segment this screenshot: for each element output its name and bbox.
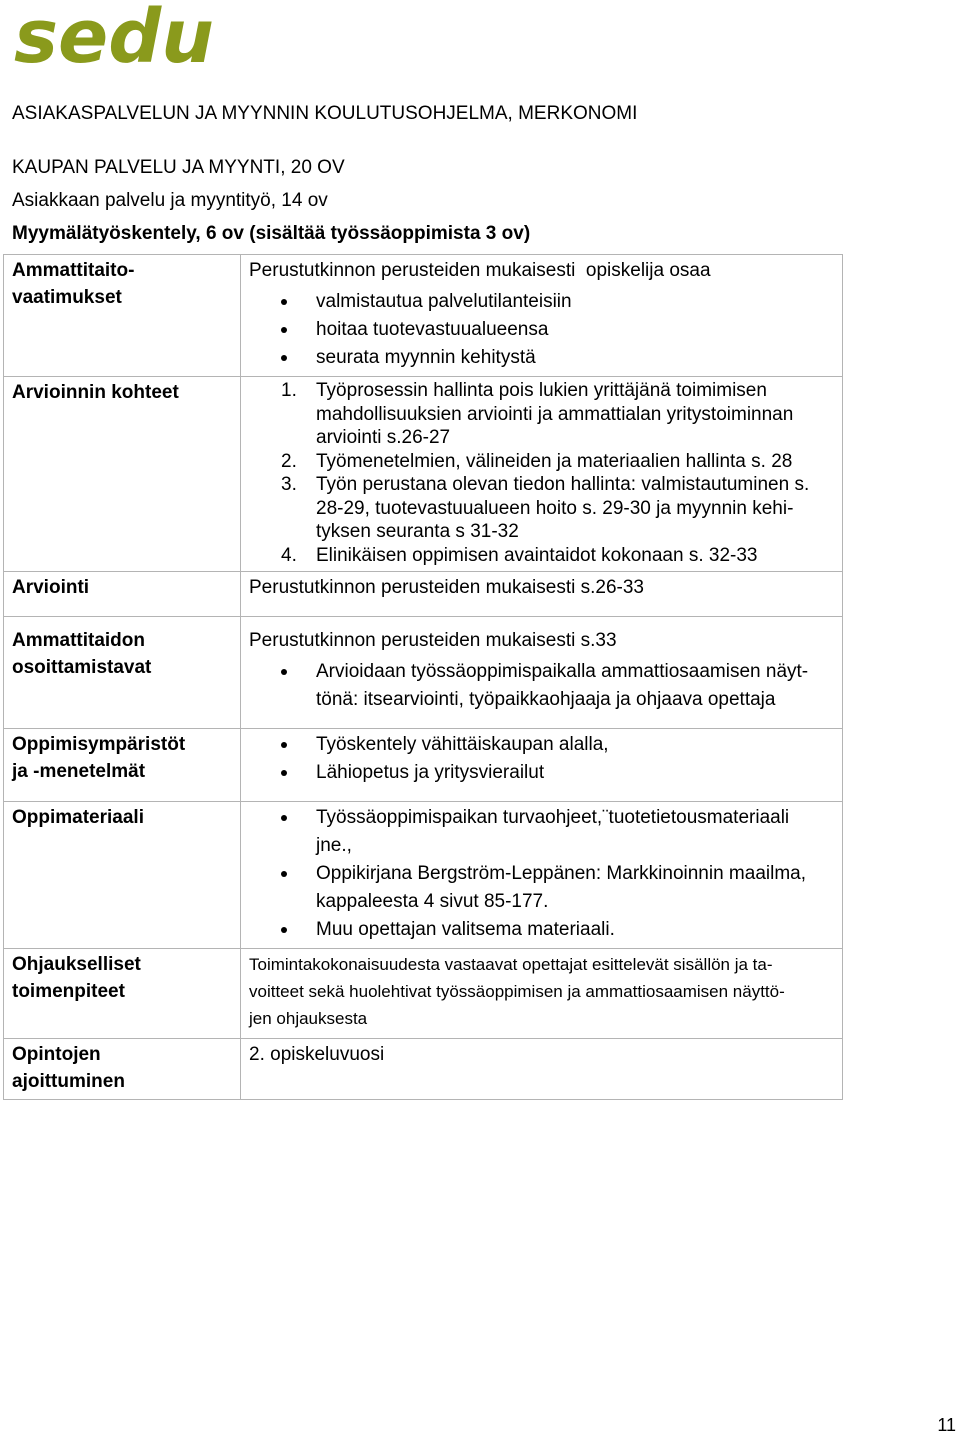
list-item: seurata myynnin kehitystä: [249, 344, 834, 372]
osoittamistavat-list: [249, 658, 834, 714]
label-materiaali: Oppimateriaali: [4, 802, 241, 949]
row-kohteet: [4, 377, 843, 572]
materiaali-list: [249, 804, 834, 944]
ymparistot-list: [249, 731, 834, 787]
program-title: ASIAKASPALVELUN JA MYYNNIN KOULUTUSOHJELMA, MERKONOMI: [12, 103, 638, 124]
content-osoittamistavat: [241, 617, 843, 729]
module-title: KAUPAN PALVELU JA MYYNTI, 20 OV: [12, 157, 345, 178]
page-number: 11: [937, 1415, 956, 1435]
row-ymparistot: [4, 729, 843, 802]
list-item: Arvioidaan työssäoppimispaikalla ammattiosaamisen näyt- tönä: itsearviointi, työpaikkaohjaaja ja ohjaava opettaja: [249, 658, 834, 714]
list-item: Oppikirjana Bergström-Leppänen: Markkinoinnin maailma, kappaleesta 4 sivut 85-177.: [249, 860, 834, 916]
label-arviointi: Arviointi: [4, 572, 241, 617]
kohteet-list: [249, 379, 834, 567]
list-item: hoitaa tuotevastuualueensa: [249, 316, 834, 344]
row-osoittamistavat: [4, 617, 843, 729]
list-item: 1. Työprosessin hallinta pois lukien yrittäjänä toimimisen mahdollisuuksien arviointi ja ammattialan yritystoiminnan arviointi s.26-27: [281, 380, 794, 448]
row-ajoittuminen: [4, 1039, 843, 1100]
label-vaatimukset: Ammattitaito- vaatimukset: [4, 255, 241, 377]
content-arviointi: Perustutkinnon perusteiden mukaisesti s.26-33: [241, 572, 843, 617]
label-ymparistot: Oppimisympäristöt ja -menetelmät: [4, 729, 241, 802]
list-item: Työssäoppimispaikan turvaohjeet,¨tuotetietousmateriaali jne.,: [249, 804, 834, 860]
content-ajoittuminen: 2. opiskeluvuosi: [241, 1039, 843, 1100]
list-item: 3. Työn perustana olevan tiedon hallinta: valmistautuminen s. 28-29, tuotevastuualueen hoito s. 29-30 ja myynnin kehi- tyksen seuranta s 31-32: [281, 474, 810, 542]
content-materiaali: [241, 802, 843, 949]
vaatimukset-intro: Perustutkinnon perusteiden mukaisesti opiskelija osaa: [249, 260, 711, 281]
content-kohteet: [241, 377, 843, 572]
content-vaatimukset: [241, 255, 843, 377]
submodule-2: Myymälätyöskentely, 6 ov (sisältää työssäoppimista 3 ov): [12, 223, 531, 244]
row-arviointi: [4, 572, 843, 617]
list-item: 2. Työmenetelmien, välineiden ja materiaalien hallinta s. 28: [281, 450, 793, 472]
list-item: Työskentely vähittäiskaupan alalla,: [249, 731, 834, 759]
row-materiaali: [4, 802, 843, 949]
row-vaatimukset: [4, 255, 843, 377]
list-item: Muu opettajan valitsema materiaali.: [249, 916, 834, 944]
content-ymparistot: [241, 729, 843, 802]
label-ohjaus: Ohjaukselliset toimenpiteet: [4, 949, 241, 1039]
list-item: Lähiopetus ja yritysvierailut: [249, 759, 834, 787]
row-ohjaus: [4, 949, 843, 1039]
label-osoittamistavat: Ammattitaidon osoittamistavat: [4, 617, 241, 729]
label-ajoittuminen: Opintojen ajoittuminen: [4, 1039, 241, 1100]
list-item: 4. Elinikäisen oppimisen avaintaidot kokonaan s. 32-33: [281, 544, 758, 566]
label-kohteet: Arvioinnin kohteet: [4, 377, 241, 572]
sedu-logo: [14, 4, 214, 79]
curriculum-table: [3, 254, 843, 1100]
vaatimukset-list: [249, 288, 834, 372]
content-ohjaus: Toimintakokonaisuudesta vastaavat opettajat esittelevät sisällön ja ta- voitteet sekä huolehtivat työssäoppimisen ja ammattiosaamisen näyttö- jen ohjauksesta: [241, 949, 843, 1039]
logo-text: sedu: [14, 4, 214, 74]
submodule-1: Asiakkaan palvelu ja myyntityö, 14 ov: [12, 190, 328, 211]
list-item: valmistautua palvelutilanteisiin: [249, 288, 834, 316]
osoittamistavat-intro: Perustutkinnon perusteiden mukaisesti s.33: [249, 630, 617, 651]
